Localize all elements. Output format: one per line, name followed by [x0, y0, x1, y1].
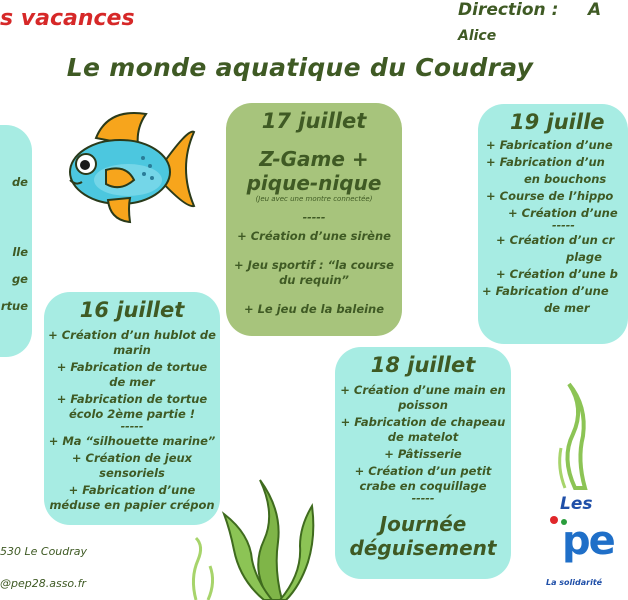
direction-cut-text: A: [588, 0, 602, 20]
card-item: + Création d’un hublot de marin: [48, 328, 216, 357]
card-item: de mer: [544, 301, 590, 315]
card-item: plage: [566, 250, 602, 264]
left-card-fragment: lle: [12, 245, 28, 259]
header-subtitle: s vacances: [0, 6, 135, 31]
day-card-16-juillet: [44, 292, 220, 525]
logo-pep-text: pe: [562, 518, 614, 564]
card-separator: -----: [120, 420, 144, 433]
card-item: + Fabrication de tortue de mer: [56, 360, 208, 389]
page-title: Le monde aquatique du Coudray: [66, 53, 534, 82]
card-date: 19 juille: [510, 110, 605, 134]
card-item: + Création d’une: [508, 206, 618, 220]
left-card-fragment: ge: [11, 272, 28, 286]
footer-email: @pep28.asso.fr: [0, 577, 87, 590]
card-item: + Création d’une b: [496, 267, 618, 281]
seaweed-icon: [220, 470, 320, 600]
card-item: + Fabrication d’une méduse en papier crépon: [49, 483, 215, 512]
seaweed-left-icon: [186, 538, 226, 600]
card-item: + Création d’une sirène: [237, 229, 391, 243]
left-card-fragment: de: [11, 175, 28, 189]
card-item: + Fabrication d’une: [486, 138, 613, 152]
fish-icon: [48, 108, 198, 228]
card-item: + Ma “silhouette marine”: [48, 434, 216, 448]
card-headline: Z-Game + pique-nique: [246, 147, 382, 195]
card-item: + Création d’un cr: [496, 233, 615, 247]
card-item: + Course de l’hippo: [486, 189, 614, 203]
card-item: + Création de jeux sensoriels: [71, 451, 193, 480]
day-card-left-partial: [0, 125, 32, 357]
day-card-19-juillet: [478, 104, 628, 344]
card-item: + Fabrication d’un: [486, 155, 605, 169]
card-date: 16 juillet: [79, 298, 185, 322]
card-item: + Pâtisserie: [384, 447, 462, 461]
direction-label: Direction :: [458, 0, 559, 20]
card-item: + Fabrication d’une: [482, 284, 609, 298]
logo-les-text: Les: [560, 494, 593, 514]
director-name: Alice: [458, 28, 497, 44]
card-separator: -----: [302, 211, 326, 224]
logo-tagline: La solidarité: [546, 578, 603, 587]
card-item: + Création d’une main en poisson: [340, 383, 506, 412]
card-item: + Création d’un petit crabe en coquillage: [354, 464, 492, 493]
card-item: + Jeu sportif : “la course du requin”: [234, 258, 394, 287]
left-card-fragment: rtue: [0, 299, 28, 313]
day-card-18-juillet: [335, 347, 511, 579]
card-date: 18 juillet: [370, 353, 476, 377]
card-separator: -----: [552, 219, 575, 232]
card-date: 17 juillet: [261, 109, 367, 133]
card-item: + Fabrication de chapeau de matelot: [340, 415, 506, 444]
card-note: (Jeu avec une montre connectée): [255, 195, 373, 203]
card-separator: -----: [411, 492, 435, 505]
card-headline: Journée déguisement: [349, 512, 497, 560]
footer-address: 530 Le Coudray: [0, 545, 88, 558]
card-item: + Le jeu de la baleine: [243, 302, 385, 316]
card-item: + Fabrication de tortue écolo 2ème partie !: [56, 392, 208, 421]
seaweed-right-icon: [555, 378, 595, 488]
card-item: en bouchons: [524, 172, 607, 186]
day-card-17-juillet: [226, 103, 402, 336]
